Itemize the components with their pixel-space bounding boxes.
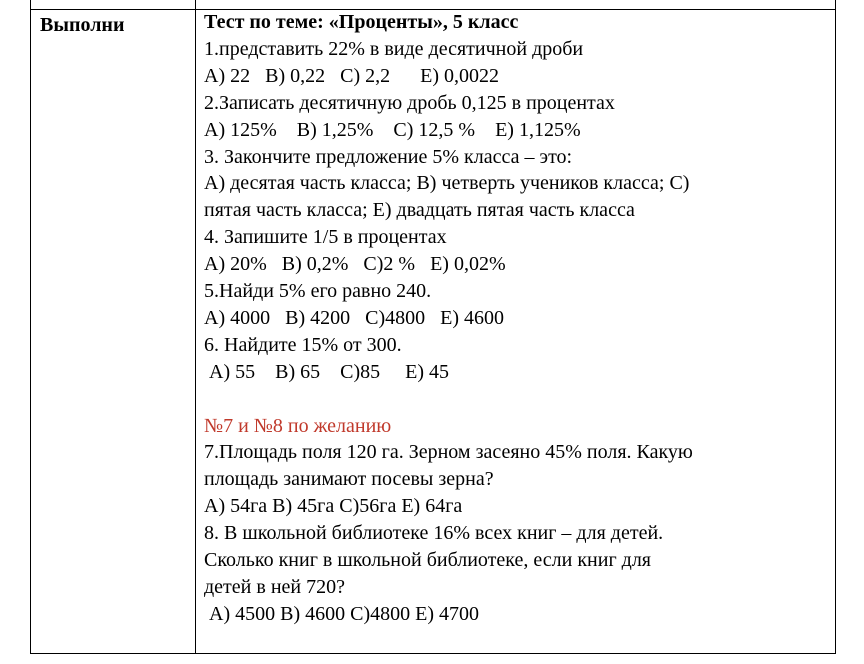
answers-5: А) 4000 В) 4200 С)4800 Е) 4600 bbox=[204, 306, 504, 329]
left-cell-label: Выполни bbox=[40, 14, 125, 36]
question-7-line-1: 7.Площадь поля 120 га. Зерном засеяно 45% поля. Какую bbox=[204, 441, 693, 464]
question-8-line-1: 8. В школьной библиотеке 16% всех книг – для детей. bbox=[204, 522, 664, 545]
question-4: 4. Запишите 1/5 в процентах bbox=[204, 226, 447, 249]
answers-7: А) 54га В) 45га С)56га Е) 64га bbox=[204, 495, 463, 518]
optional-heading: №7 и №8 по желанию bbox=[204, 414, 392, 437]
question-2: 2.Записать десятичную дробь 0,125 в процентах bbox=[204, 91, 615, 114]
question-5: 5.Найди 5% его равно 240. bbox=[204, 280, 432, 303]
question-3: 3. Закончите предложение 5% класса – это: bbox=[204, 145, 573, 168]
question-6: 6. Найдите 15% от 300. bbox=[204, 333, 402, 356]
answers-8: А) 4500 В) 4600 С)4800 Е) 4700 bbox=[204, 602, 479, 625]
answers-4: А) 20% В) 0,2% С)2 % Е) 0,02% bbox=[204, 253, 506, 276]
table-top-stub bbox=[195, 0, 196, 9]
blank-line bbox=[204, 386, 824, 413]
answers-2: А) 125% В) 1,25% С) 12,5 % Е) 1,125% bbox=[204, 118, 581, 141]
answers-3-line-1: А) десятая часть класса; В) четверть учеников класса; С) bbox=[204, 172, 690, 195]
question-7-line-2: площадь занимают посевы зерна? bbox=[204, 468, 494, 491]
answers-6: А) 55 В) 65 С)85 Е) 45 bbox=[204, 360, 449, 383]
question-8-line-2: Сколько книг в школьной библиотеке, если книг для bbox=[204, 549, 652, 572]
test-title: Тест по теме: «Проценты», 5 класс bbox=[204, 11, 519, 33]
question-1: 1.представить 22% в виде десятичной дроби bbox=[204, 37, 584, 60]
column-divider bbox=[195, 9, 196, 654]
answers-1: А) 22 В) 0,22 С) 2,2 Е) 0,0022 bbox=[204, 64, 499, 87]
test-content bbox=[204, 9, 824, 628]
answers-3-line-2: пятая часть класса; Е) двадцать пятая часть класса bbox=[204, 199, 635, 222]
question-8-line-3: детей в ней 720? bbox=[204, 576, 345, 599]
